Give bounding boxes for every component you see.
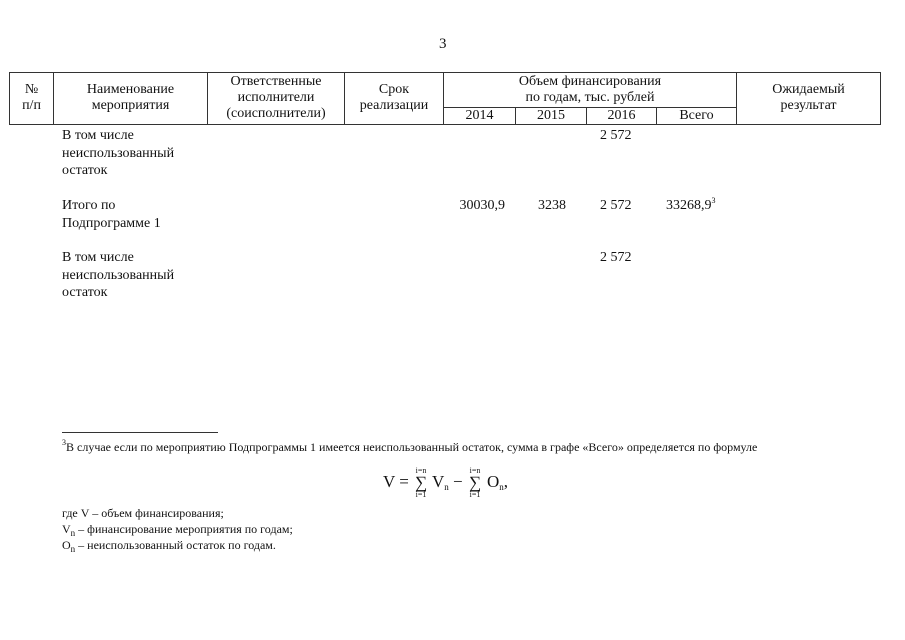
- row-name: В том числе неиспользованный остаток: [62, 128, 175, 178]
- header-financing: Объем финансирования по годам, тыс. рублей: [518, 74, 662, 105]
- definition-vn: $V_n$ – финансирование мероприятия по годам;: [62, 522, 293, 538]
- footnote-ref: 3: [711, 196, 716, 205]
- footnote-rule: [62, 432, 218, 433]
- row-2015-value: 3238: [538, 198, 566, 213]
- row-2016-value: 2 572: [600, 250, 632, 265]
- page-number: 3: [439, 36, 447, 52]
- footnote-text: $^3$В случае если по мероприятию Подпрограммы 1 имеется неиспользованный остаток, сумма в графе «Всего» определяется по формуле: [62, 438, 758, 454]
- header-total: Всего: [679, 108, 714, 123]
- header-number: № п/п: [22, 82, 41, 113]
- formula-lhs: V =: [383, 472, 409, 491]
- row-2014-value: 30030,9: [459, 198, 505, 213]
- header-year-2014: 2014: [465, 108, 494, 123]
- row-total-value: 33268,9$^3$: [666, 196, 716, 213]
- formula-term-1: $V_n$ −: [432, 472, 463, 492]
- definition-v: где V – объем финансирования;: [62, 506, 224, 520]
- row-name: Итого по Подпрограмме 1: [62, 198, 161, 231]
- row-2016-value: 2 572: [600, 198, 632, 213]
- header-year-2015: 2015: [537, 108, 565, 123]
- row-2016-value: 2 572: [600, 128, 632, 143]
- sum-symbol-1: i=n ∑ i=1: [414, 466, 428, 499]
- row-name: В том числе неиспользованный остаток: [62, 250, 175, 300]
- sum-symbol-2: i=n ∑ i=1: [468, 466, 482, 499]
- header-term: Срок реализации: [359, 82, 429, 113]
- header-name: Наименование мероприятия: [86, 82, 175, 113]
- definition-on: $O_n$ – неиспользованный остаток по годам.: [62, 538, 276, 554]
- formula-term-2: $O_n$,: [487, 472, 509, 492]
- header-result: Ожидаемый результат: [772, 82, 845, 113]
- footnote-marker: 3: [62, 438, 66, 447]
- header-year-2016: 2016: [607, 108, 636, 123]
- header-responsible: Ответственные исполнители (соисполнители): [226, 74, 326, 121]
